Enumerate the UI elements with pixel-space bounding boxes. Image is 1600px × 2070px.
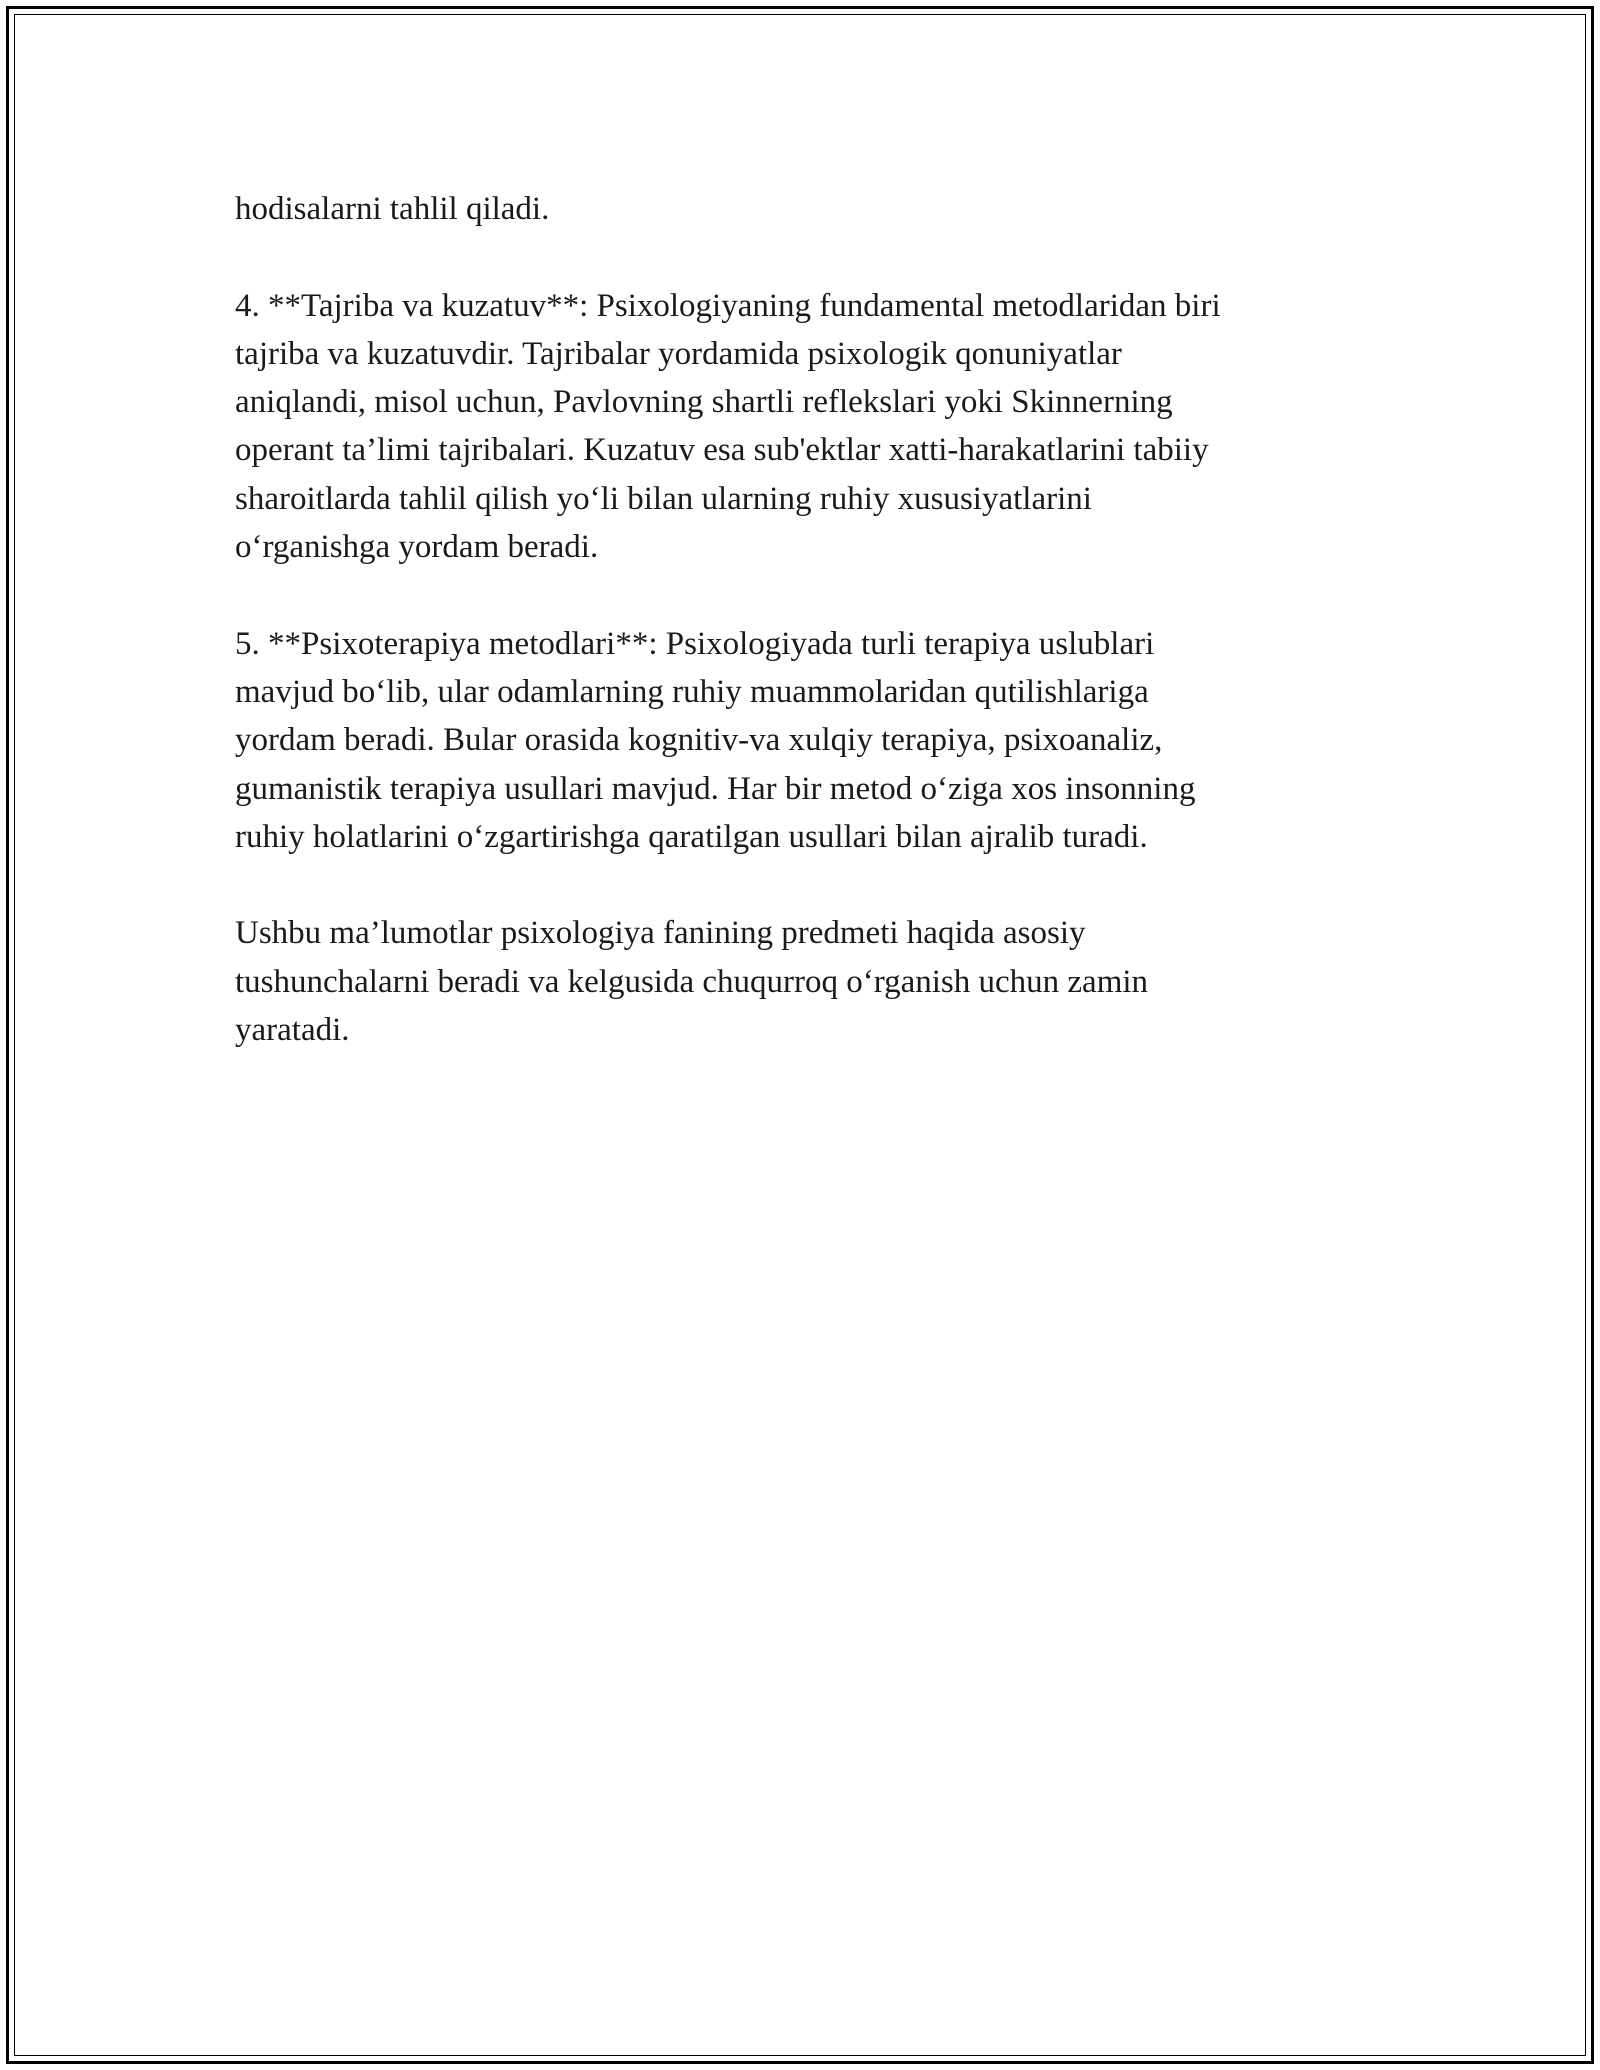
text-line: tajriba va kuzatuvdir. Tajribalar yordamida psixologik qonuniyatlar xyxy=(235,335,1122,372)
paragraph-psixoterapiya-metodlari xyxy=(235,620,1375,861)
text-line: hodisalarni tahlil qiladi. xyxy=(235,191,550,227)
text-line: Ushbu ma’lumotlar psixologiya fanining predmeti haqida asosiy xyxy=(235,915,1086,952)
text-line: ruhiy holatlarini o‘zgartirishga qaratilgan usullari bilan ajralib turadi. xyxy=(235,818,1148,855)
paragraph-continuation xyxy=(235,185,1375,233)
text-line: tushunchalarni beradi va kelgusida chuqurroq o‘rganish uchun zamin xyxy=(235,963,1149,1000)
document-body xyxy=(235,185,1375,1103)
text-line: 5. **Psixoterapiya metodlari**: Psixologiyada turli terapiya uslublari xyxy=(235,625,1155,662)
text-line: sharoitlarda tahlil qilish yo‘li bilan ularning ruhiy xususiyatlarini xyxy=(235,480,1092,517)
text-line: o‘rganishga yordam beradi. xyxy=(235,529,599,566)
text-line: operant ta’limi tajribalari. Kuzatuv esa sub'ektlar xatti-harakatlarini tabiiy xyxy=(235,432,1209,469)
paragraph-conclusion xyxy=(235,909,1375,1054)
text-line: aniqlandi, misol uchun, Pavlovning shartli reflekslari yoki Skinnerning xyxy=(235,384,1173,421)
text-line: 4. **Tajriba va kuzatuv**: Psixologiyaning fundamental metodlaridan biri xyxy=(235,287,1221,324)
text-line: gumanistik terapiya usullari mavjud. Har bir metod o‘ziga xos insonning xyxy=(235,770,1196,807)
text-line: yaratadi. xyxy=(235,1012,350,1049)
text-line: mavjud bo‘lib, ular odamlarning ruhiy muammolaridan qutilishlariga xyxy=(235,673,1149,710)
text-line: yordam beradi. Bular orasida kognitiv-va xulqiy terapiya, psixoanaliz, xyxy=(235,722,1163,759)
paragraph-tajriba-va-kuzatuv xyxy=(235,282,1375,572)
